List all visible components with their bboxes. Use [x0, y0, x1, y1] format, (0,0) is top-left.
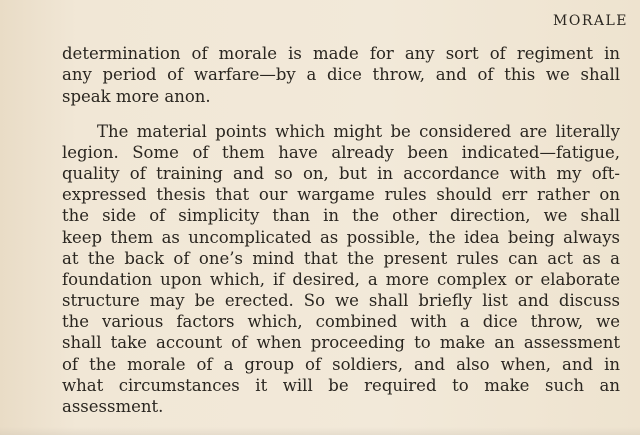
running-head: MORALE	[553, 13, 628, 29]
text-line: keep them as uncomplicated as possible, the idea being always	[62, 228, 620, 247]
text-line: structure may be erected. So we shall briefly list and discuss	[62, 291, 620, 310]
text-line: The material points which might be considered are literally	[97, 122, 620, 141]
text-line: expressed thesis that our wargame rules should err rather on	[62, 185, 620, 204]
text-line: legion. Some of them have already been indicated—fatigue,	[62, 143, 620, 162]
text-line: the various factors which, combined with a dice throw, we	[62, 312, 620, 331]
text-line: quality of training and so on, but in accordance with my oft-	[62, 164, 620, 183]
text-line: assessment.	[62, 397, 164, 416]
text-line: any period of warfare—by a dice throw, and of this we shall	[62, 65, 620, 84]
text-line: determination of morale is made for any sort of regiment in	[62, 44, 620, 63]
text-line: shall take account of when proceeding to make an assessment	[62, 333, 620, 352]
text-line: of the morale of a group of soldiers, and also when, and in	[62, 355, 620, 374]
text-line: foundation upon which, if desired, a more complex or elaborate	[62, 270, 620, 289]
text-line: what circumstances it will be required to make such an	[62, 376, 620, 395]
text-line: at the back of one’s mind that the present rules can act as a	[62, 249, 620, 268]
text-line: the side of simplicity than in the other direction, we shall	[62, 206, 620, 225]
text-line: speak more anon.	[62, 87, 211, 106]
next-page-bleed	[0, 427, 640, 435]
